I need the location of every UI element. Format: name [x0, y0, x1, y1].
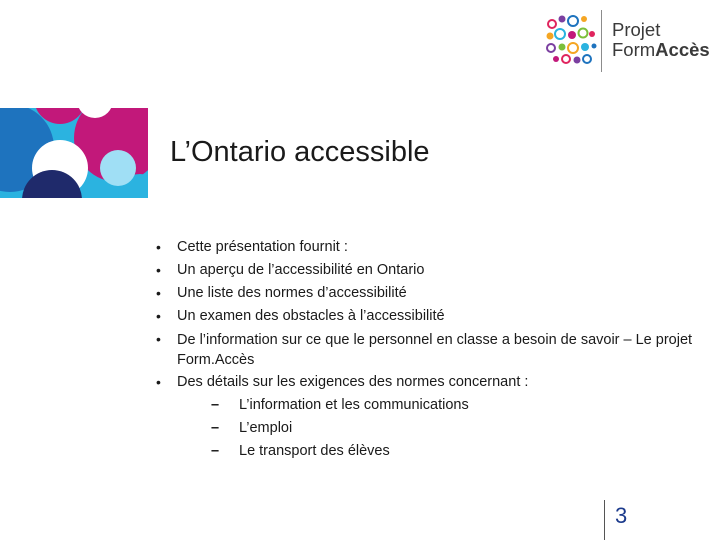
- bullet-item: [156, 282, 696, 305]
- sub-bullet-item: [211, 394, 696, 417]
- dash-icon: –: [211, 420, 220, 436]
- bullet-item: [156, 236, 696, 259]
- bullet-text: Des détails sur les exigences des normes concernant :: [177, 374, 529, 390]
- logo-wordmark: [612, 20, 710, 60]
- bullet-item: [156, 305, 696, 328]
- bullet-item: [156, 371, 696, 463]
- bullet-text: De l’information sur ce que le personnel en classe a besoin de savoir – Le projet Form.Accès: [177, 332, 693, 368]
- logo-line-2a: Form: [612, 39, 656, 60]
- logo-line-2b: Accès: [655, 39, 710, 60]
- bullet-list: [156, 236, 696, 463]
- page-number-divider: [604, 500, 605, 540]
- dash-icon: –: [211, 397, 220, 413]
- bullet-dot-icon: •: [156, 285, 161, 301]
- sub-bullet-list: [177, 394, 696, 463]
- logo-line-2: [612, 40, 710, 60]
- logo: [542, 10, 712, 70]
- bullet-item: [156, 259, 696, 282]
- logo-divider: [601, 10, 602, 72]
- sub-bullet-item: [211, 417, 696, 440]
- sub-bullet-text: L’emploi: [239, 420, 293, 436]
- bullet-dot-icon: •: [156, 331, 161, 347]
- banner-graphic: [0, 108, 148, 198]
- bullet-dot-icon: •: [156, 374, 161, 390]
- bullet-text: Cette présentation fournit :: [177, 239, 348, 255]
- bullet-item: [156, 328, 696, 371]
- dash-icon: –: [211, 443, 220, 459]
- bullet-text: Une liste des normes d’accessibilité: [177, 285, 407, 301]
- page-number: 3: [615, 503, 628, 528]
- bullet-dot-icon: •: [156, 239, 161, 255]
- bullet-dot-icon: •: [156, 262, 161, 278]
- sub-bullet-text: L’information et les communications: [239, 397, 469, 413]
- sub-bullet-text: Le transport des élèves: [239, 443, 390, 459]
- logo-circles-icon: [542, 10, 600, 70]
- bullet-dot-icon: •: [156, 308, 161, 324]
- sub-bullet-item: [211, 440, 696, 463]
- logo-line-1: Projet: [612, 19, 661, 40]
- bullet-text: Un examen des obstacles à l’accessibilité: [177, 308, 445, 324]
- bullet-text: Un aperçu de l’accessibilité en Ontario: [177, 262, 425, 278]
- slide-title: L’Ontario accessible: [170, 136, 430, 168]
